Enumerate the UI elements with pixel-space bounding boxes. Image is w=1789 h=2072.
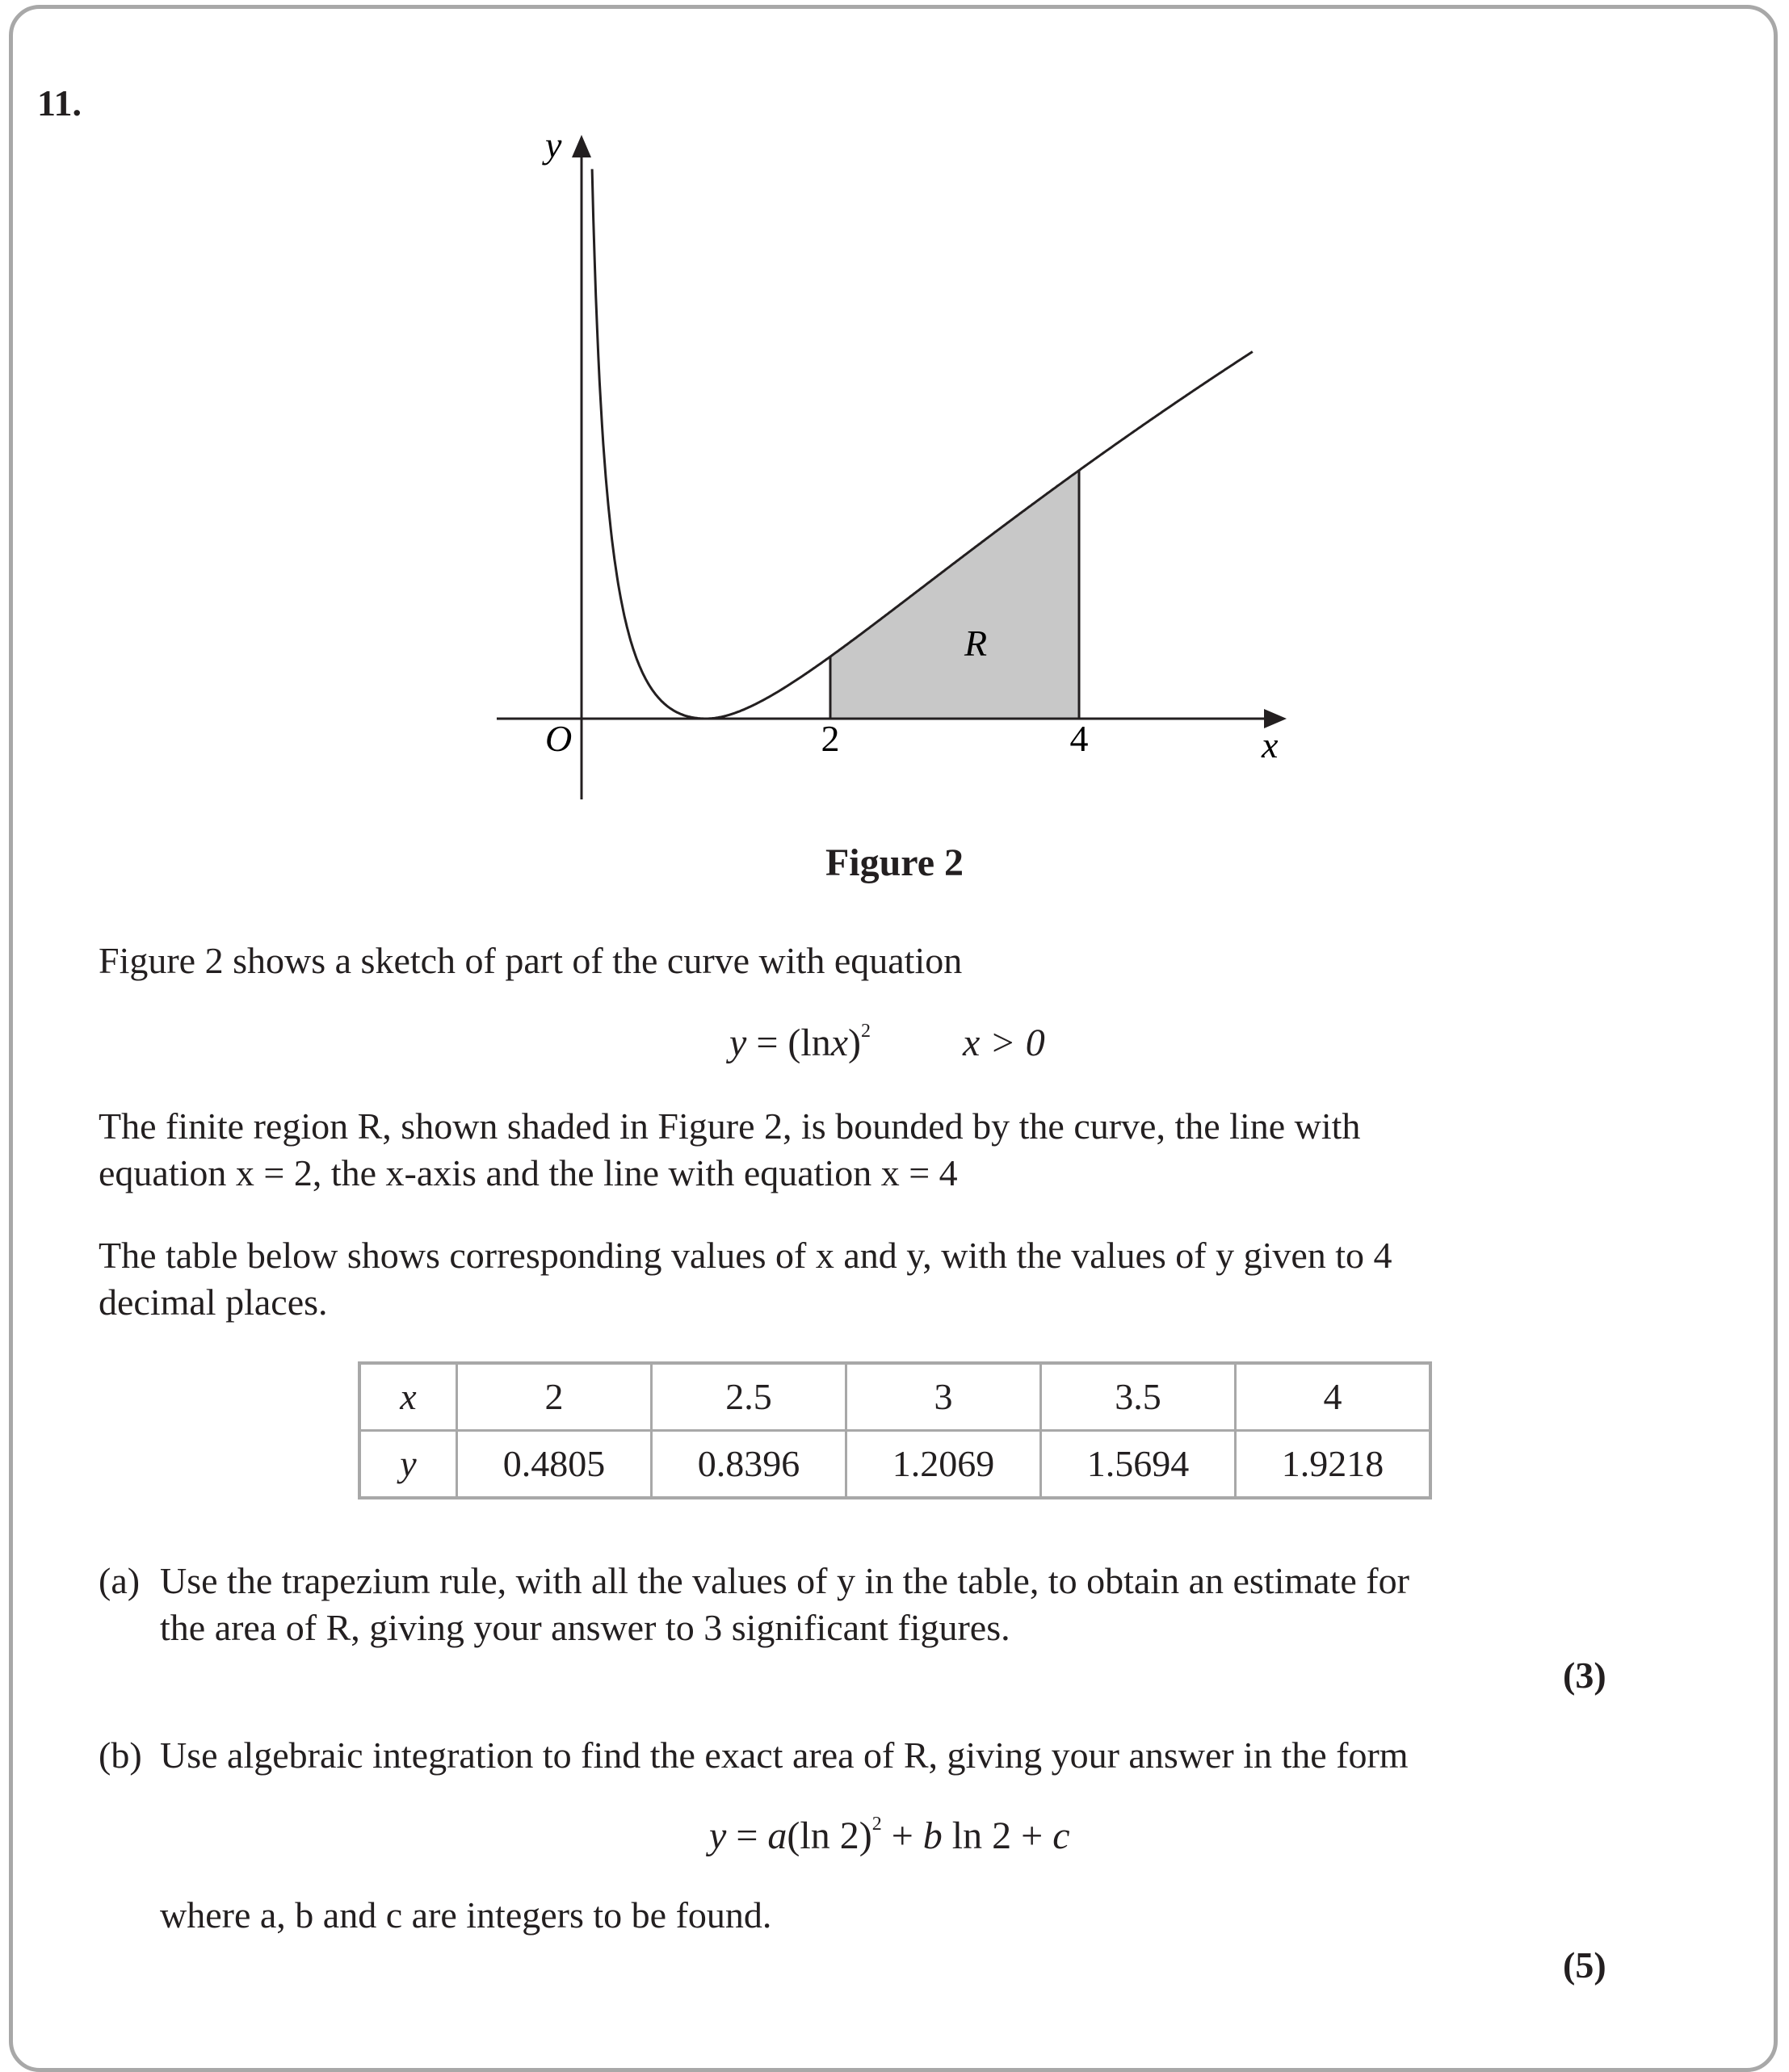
- part-b-marks: (5): [1563, 1944, 1606, 1986]
- intro-text: Figure 2 shows a sketch of part of the curve with equation: [99, 940, 963, 981]
- curve-equation: $y = (\ln x)^2$ x > 0: [729, 1021, 1045, 1064]
- equation-power: 2: [861, 1021, 871, 1042]
- table-header-y: y: [359, 1431, 457, 1499]
- table-header-x: x: [359, 1363, 457, 1431]
- region-text-line2: equation x = 2, the x-axis and the line with equation x = 4: [99, 1152, 958, 1193]
- part-a-marks: (3): [1563, 1655, 1606, 1696]
- part-a-line2: the area of R, giving your answer to 3 significant figures.: [160, 1607, 1010, 1648]
- table-cell: 0.8396: [652, 1431, 846, 1499]
- tick-label-2: 2: [821, 718, 840, 759]
- question-number: 11.: [37, 82, 82, 124]
- table-cell: 3.5: [1041, 1363, 1236, 1431]
- table-cell: 3: [846, 1363, 1041, 1431]
- part-a-label: (a): [99, 1560, 141, 1601]
- part-b-label: (b): [99, 1734, 142, 1776]
- equation-domain: x > 0: [963, 1021, 1045, 1064]
- equation-var: x: [830, 1021, 849, 1064]
- part-a-line1: Use the trapezium rule, with all the values of y in the table, to obtain an estimate for: [160, 1560, 1409, 1601]
- table-row-x: [359, 1363, 1430, 1431]
- table-cell: 1.9218: [1236, 1431, 1431, 1499]
- table-intro-line2: decimal places.: [99, 1281, 328, 1323]
- answer-form-equation: y = a(ln 2)$^2$ + b ln 2 + c: [709, 1814, 1070, 1857]
- tick-label-4: 4: [1069, 718, 1089, 759]
- table-cell: 4: [1236, 1363, 1431, 1431]
- figure-2: [485, 121, 1292, 816]
- region-r-label: R: [964, 623, 988, 664]
- figure-caption: Figure 2: [825, 841, 964, 884]
- origin-label: O: [545, 718, 573, 759]
- y-axis-label: y: [545, 124, 562, 166]
- table-cell: 2.5: [652, 1363, 846, 1431]
- table-row-y: [359, 1431, 1430, 1499]
- region-text-line1: The finite region R, shown shaded in Figure 2, is bounded by the curve, the line with: [99, 1105, 1361, 1147]
- values-table: [358, 1361, 1432, 1499]
- table-cell: 2: [457, 1363, 652, 1431]
- part-b-line2: where a, b and c are integers to be found.: [160, 1894, 772, 1936]
- region-r-shading: [830, 471, 1079, 719]
- x-axis-label: x: [1262, 724, 1279, 765]
- part-b-line1: Use algebraic integration to find the exact area of R, giving your answer in the form: [160, 1734, 1409, 1776]
- table-intro-line1: The table below shows corresponding values of x and y, with the values of y given to 4: [99, 1235, 1392, 1276]
- table-cell: 1.2069: [846, 1431, 1041, 1499]
- y-axis-arrow-icon: [572, 135, 591, 157]
- table-cell: 0.4805: [457, 1431, 652, 1499]
- table-cell: 1.5694: [1041, 1431, 1236, 1499]
